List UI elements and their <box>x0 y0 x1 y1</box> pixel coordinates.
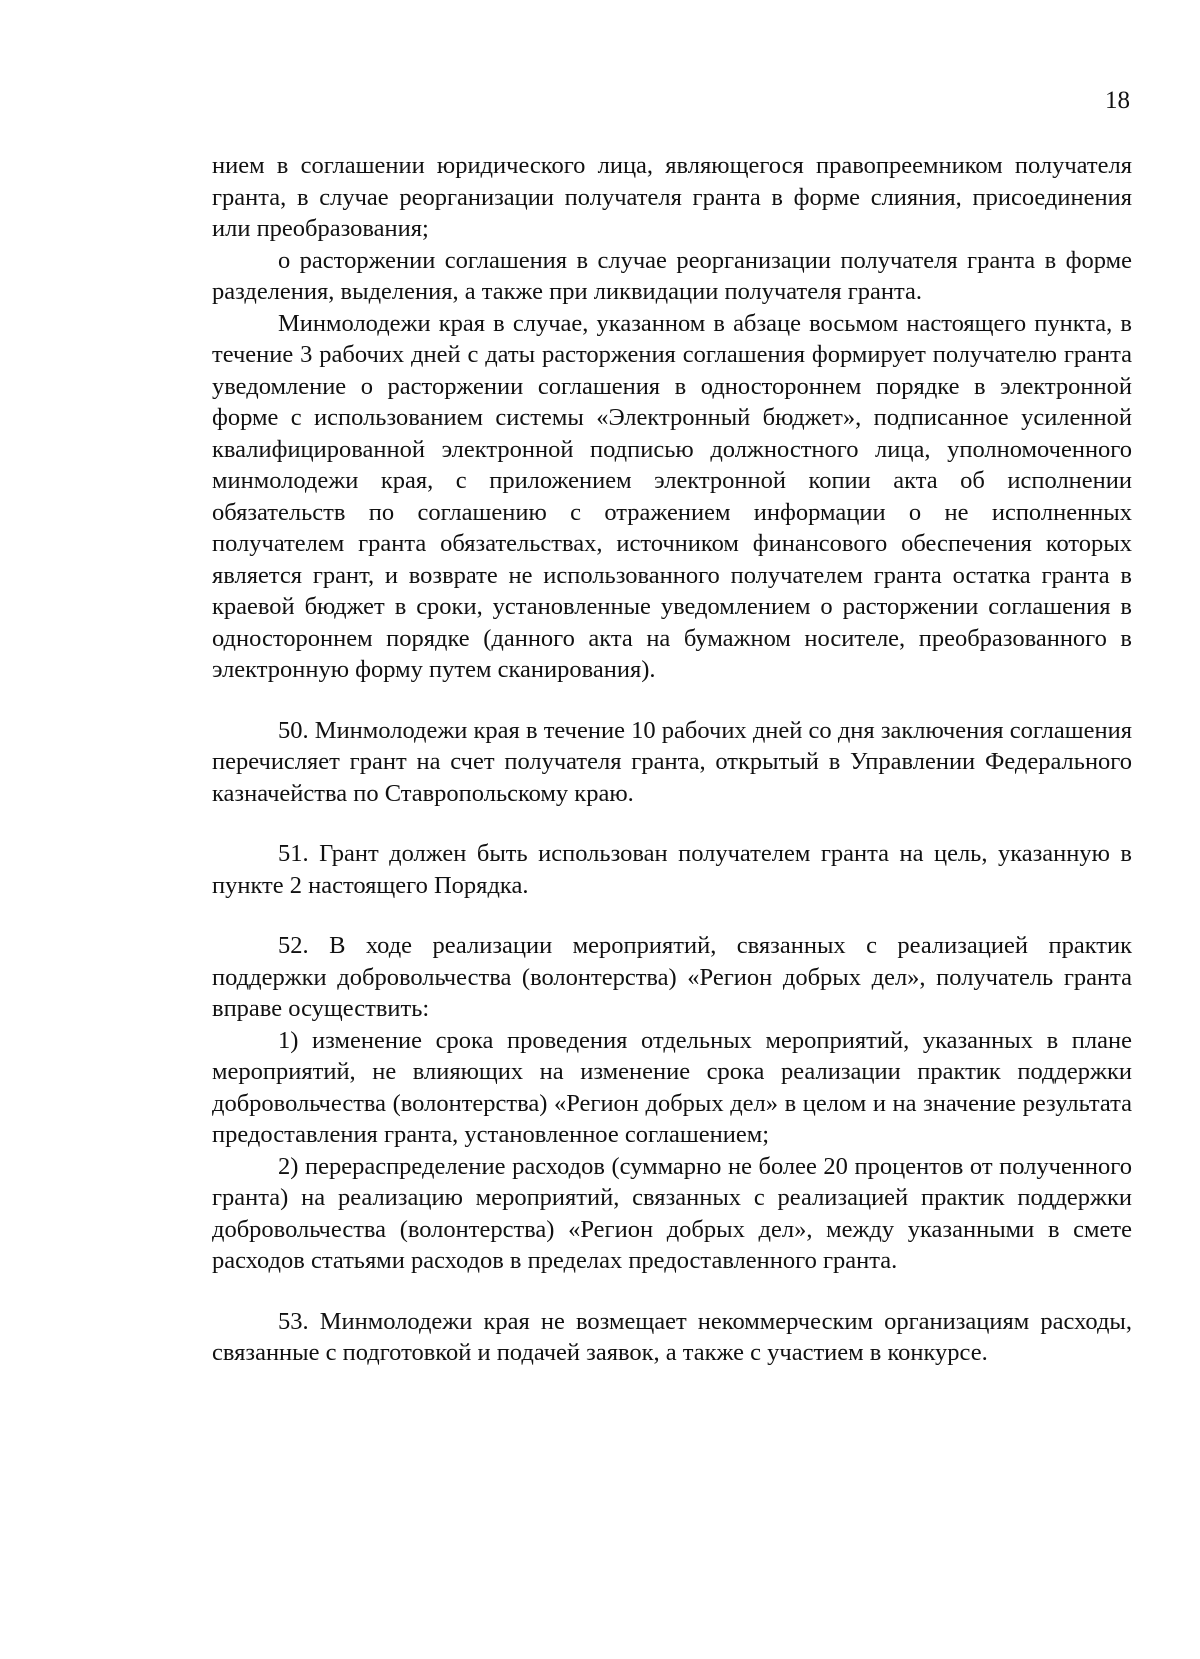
paragraph-item-50: 50. Минмолодежи края в течение 10 рабочих дней со дня заключения соглашения перечисляет грант на счет получателя гранта, открытый в Управлении Федерального казначейства по Ставропольскому краю. <box>212 716 1132 807</box>
paragraph-continuation: нием в соглашении юридического лица, являющегося правопреемником получателя гранта, в случае реорганизации получателя гранта в форме слияния, присоединения или преобразования; <box>212 152 1132 242</box>
paragraph-item-52-1: 1) изменение срока проведения отдельных мероприятий, указанных в плане мероприятий, не влияющих на изменение срока реализации практик поддержки добровольчества (волонтерства) «Регион добрых дел» в целом и на значение результата предоставления гранта, установленное соглашением; <box>212 1026 1132 1148</box>
page-number: 18 <box>1105 87 1130 114</box>
paragraph-termination: о расторжении соглашения в случае реорганизации получателя гранта в форме разделения, выделения, а также при ликвидации получателя гранта. <box>212 246 1132 305</box>
document-body <box>212 150 1132 1369</box>
paragraph-item-51: 51. Грант должен быть использован получателем гранта на цель, указанную в пункте 2 настоящего Порядка. <box>212 840 1132 899</box>
paragraph-item-52: 52. В ходе реализации мероприятий, связанных с реализацией практик поддержки добровольчества (волонтерства) «Регион добрых дел», получатель гранта вправе осуществить: <box>212 932 1132 1022</box>
paragraph-notification: Минмолодежи края в случае, указанном в абзаце восьмом настоящего пункта, в течение 3 рабочих дней с даты расторжения соглашения формирует получателю гранта уведомление о расторжении соглашения в одностороннем порядке в электронной форме с использованием системы «Электронный бюджет», подписанное усиленной квалифицированной электронной подписью должностного лица, уполномоченного минмолодежи края, с приложением электронной копии акта об исполнении обязательств по соглашению с отражением информации о не исполненных получателем гранта обязательствах, источником финансового обеспечения которых является грант, и возврате не использованного получателем гранта остатка гранта в краевой бюджет в сроки, установленные уведомлением о расторжении соглашения в одностороннем порядке (данного акта на бумажном носителе, преобразованного в электронную форму путем сканирования). <box>212 309 1132 683</box>
paragraph-item-52-2: 2) перераспределение расходов (суммарно не более 20 процентов от полученного гранта) на реализацию мероприятий, связанных с реализацией практик поддержки добровольчества (волонтерства) «Регион добрых дел», между указанными в смете расходов статьями расходов в пределах предоставленного гранта. <box>212 1152 1132 1274</box>
paragraph-item-53: 53. Минмолодежи края не возмещает некоммерческим организациям расходы, связанные с подготовкой и подачей заявок, а также с участием в конкурсе. <box>212 1307 1132 1366</box>
